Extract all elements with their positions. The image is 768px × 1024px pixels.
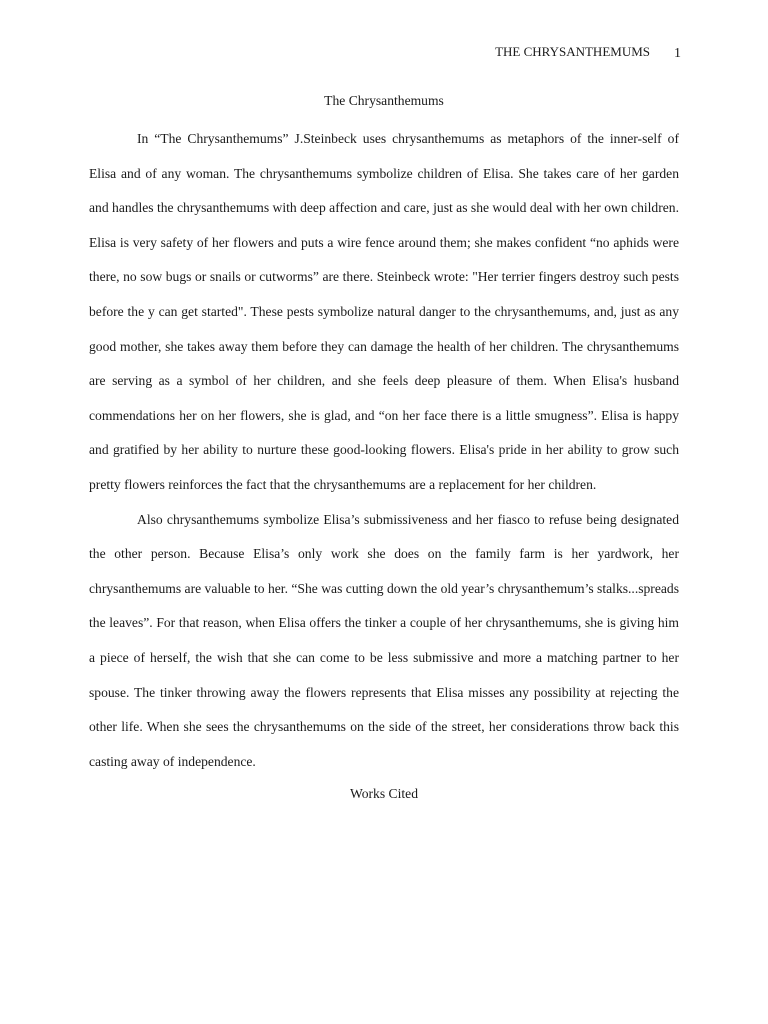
paragraph-2: Also chrysanthemums symbolize Elisa’s submissiveness and her fiasco to refuse being designated the other person. Because Elisa’s only work she does on the family farm is her yardwork, her chrysanthemums are valuable to her. “She was cutting down the old year’s chrysanthemum’s stalks...spreads the leaves”. For that reason, when Elisa offers the tinker a couple of her chrysanthemums, she is giving him a piece of herself, the wish that she can come to be less submissive and more a matching partner to her spouse. The tinker throwing away the flowers represents that Elisa misses any possibility at rejecting the other life. When she sees the chrysanthemums on the side of the street, her considerations throw back this casting away of independence.: [89, 511, 679, 769]
running-head: THE CHRYSANTHEMUMS: [495, 44, 650, 59]
paragraph-1: In “The Chrysanthemums” J.Steinbeck uses chrysanthemums as metaphors of the inner-self of Elisa and of any woman. The chrysanthemums symbolize children of Elisa. She takes care of her garden and handles the chrysanthemums with deep affection and care, just as she would deal with her own children. Elisa is very safety of her flowers and puts a wire fence around them; she makes confident “no aphids were there, no sow bugs or snails or cutworms” are there. Steinbeck wrote: "Her terrier fingers destroy such pests before the y can get started". These pests symbolize natural danger to the chrysanthemums, and, just as any good mother, she takes away them before they can damage the health of her children. The chrysanthemums are serving as a symbol of her children, and she feels deep pleasure of them. When Elisa's husband commendations her on her flowers, she is glad, and “on her face there is a little smugness”. Elisa is happy and gratified by her ability to nurture these good-looking flowers. Elisa's pride in her ability to grow such pretty flowers reinforces the fact that the chrysanthemums are a replacement for her children.: [89, 131, 679, 492]
works-cited-heading: Works Cited: [349, 786, 418, 802]
document-body: [89, 88, 679, 809]
document-title: The Chrysanthemums: [324, 93, 444, 108]
page-number: 1: [674, 46, 681, 61]
